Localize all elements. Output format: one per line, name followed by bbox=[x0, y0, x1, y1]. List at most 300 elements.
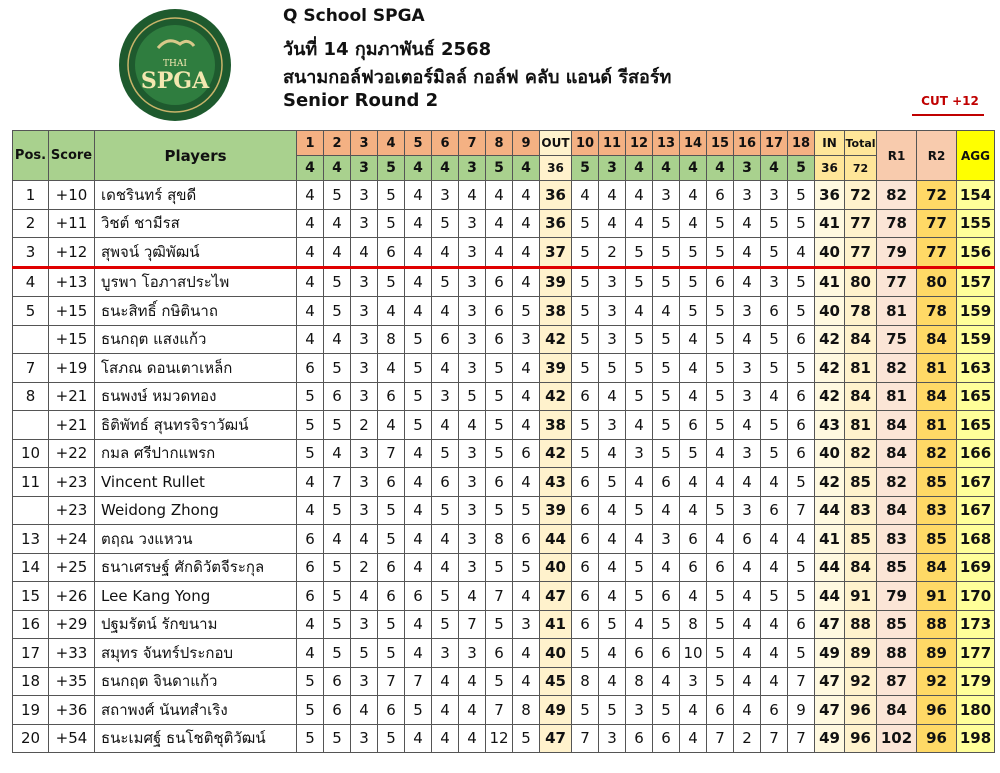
hole-score: 3 bbox=[459, 496, 486, 525]
aggregate-score: 159 bbox=[957, 297, 995, 326]
player-name: Weidong Zhong bbox=[95, 496, 297, 525]
hole-score: 4 bbox=[513, 382, 540, 411]
hole-score: 4 bbox=[432, 525, 459, 554]
r2-score: 92 bbox=[917, 667, 957, 696]
r2-score: 85 bbox=[917, 525, 957, 554]
hole-score: 5 bbox=[324, 354, 351, 383]
hole-score: 4 bbox=[432, 696, 459, 725]
hole-score: 5 bbox=[626, 582, 653, 611]
player-name: วิชต์ ชามีรส bbox=[95, 209, 297, 238]
round-total: 81 bbox=[845, 354, 877, 383]
hole-par: 4 bbox=[432, 156, 459, 181]
hole-score: 3 bbox=[351, 439, 378, 468]
r1-score: 81 bbox=[877, 382, 917, 411]
hole-score: 4 bbox=[680, 696, 707, 725]
score-cell: +10 bbox=[49, 181, 95, 210]
hole-score: 6 bbox=[513, 525, 540, 554]
hole-score: 4 bbox=[405, 610, 432, 639]
hole-score: 6 bbox=[572, 382, 599, 411]
r2-score: 85 bbox=[917, 468, 957, 497]
hole-score: 4 bbox=[653, 496, 680, 525]
out-total: 42 bbox=[540, 382, 572, 411]
hole-score: 5 bbox=[324, 582, 351, 611]
r1-score: 78 bbox=[877, 209, 917, 238]
hole-score: 5 bbox=[324, 267, 351, 297]
r1-score: 85 bbox=[877, 553, 917, 582]
hole-score: 5 bbox=[653, 411, 680, 440]
aggregate-score: 198 bbox=[957, 724, 995, 753]
hole-score: 4 bbox=[513, 209, 540, 238]
hole-score: 4 bbox=[680, 181, 707, 210]
hole-score: 6 bbox=[405, 582, 432, 611]
in-total: 40 bbox=[815, 238, 845, 268]
r1-score: 82 bbox=[877, 181, 917, 210]
out-total: 40 bbox=[540, 553, 572, 582]
r2-score: 77 bbox=[917, 238, 957, 268]
hole-par: 4 bbox=[405, 156, 432, 181]
hole-par: 3 bbox=[459, 156, 486, 181]
aggregate-score: 155 bbox=[957, 209, 995, 238]
hole-score: 5 bbox=[513, 553, 540, 582]
hole-score: 3 bbox=[734, 382, 761, 411]
hole-score: 5 bbox=[572, 238, 599, 268]
r1-score: 84 bbox=[877, 696, 917, 725]
hole-score: 6 bbox=[761, 496, 788, 525]
hole-score: 5 bbox=[405, 354, 432, 383]
player-row bbox=[13, 667, 995, 696]
hole-score: 6 bbox=[572, 553, 599, 582]
hole-score: 5 bbox=[432, 439, 459, 468]
hole-score: 5 bbox=[707, 411, 734, 440]
player-name: Vincent Rullet bbox=[95, 468, 297, 497]
hole-score: 3 bbox=[513, 610, 540, 639]
position-cell bbox=[13, 496, 49, 525]
hole-score: 4 bbox=[351, 238, 378, 268]
score-cell: +26 bbox=[49, 582, 95, 611]
hole-score: 5 bbox=[761, 209, 788, 238]
hole-score: 6 bbox=[513, 439, 540, 468]
hole-score: 7 bbox=[572, 724, 599, 753]
hole-score: 5 bbox=[653, 610, 680, 639]
hole-number: 6 bbox=[432, 131, 459, 156]
round-total: 96 bbox=[845, 696, 877, 725]
player-row bbox=[13, 553, 995, 582]
hole-score: 7 bbox=[788, 667, 815, 696]
hole-score: 4 bbox=[432, 354, 459, 383]
hole-score: 6 bbox=[707, 553, 734, 582]
r2-score: 81 bbox=[917, 354, 957, 383]
aggregate-score: 169 bbox=[957, 553, 995, 582]
hole-score: 6 bbox=[788, 325, 815, 354]
r1-score: 82 bbox=[877, 354, 917, 383]
hole-score: 5 bbox=[324, 639, 351, 668]
hole-score: 4 bbox=[432, 238, 459, 268]
hole-score: 5 bbox=[761, 582, 788, 611]
hole-par: 4 bbox=[761, 156, 788, 181]
round-total: 83 bbox=[845, 496, 877, 525]
hole-score: 4 bbox=[680, 724, 707, 753]
out-total: 44 bbox=[540, 525, 572, 554]
hole-score: 5 bbox=[405, 325, 432, 354]
player-name: ตฤณ วงแหวน bbox=[95, 525, 297, 554]
aggregate-score: 165 bbox=[957, 411, 995, 440]
hole-number: 12 bbox=[626, 131, 653, 156]
round-total: 84 bbox=[845, 553, 877, 582]
hole-par: 4 bbox=[653, 156, 680, 181]
hole-score: 4 bbox=[788, 525, 815, 554]
par-out: 36 bbox=[540, 156, 572, 181]
r1-score: 88 bbox=[877, 639, 917, 668]
position-cell: 8 bbox=[13, 382, 49, 411]
hole-score: 4 bbox=[324, 209, 351, 238]
hole-score: 7 bbox=[459, 610, 486, 639]
hole-score: 5 bbox=[486, 553, 513, 582]
hole-score: 5 bbox=[297, 382, 324, 411]
hole-score: 6 bbox=[707, 267, 734, 297]
leaderboard-table bbox=[12, 130, 995, 753]
hole-score: 6 bbox=[788, 411, 815, 440]
hole-score: 4 bbox=[378, 297, 405, 326]
hole-score: 6 bbox=[572, 582, 599, 611]
player-row bbox=[13, 639, 995, 668]
hole-score: 4 bbox=[761, 667, 788, 696]
hole-score: 4 bbox=[599, 582, 626, 611]
hole-score: 6 bbox=[734, 525, 761, 554]
player-name: เดชรินทร์ สุขดี bbox=[95, 181, 297, 210]
cut-label: CUT +12 bbox=[921, 94, 979, 108]
hole-score: 5 bbox=[707, 582, 734, 611]
round-total: 78 bbox=[845, 297, 877, 326]
player-name: ธนาเศรษฐ์ ศักดิวัตจีระกุล bbox=[95, 553, 297, 582]
hole-score: 6 bbox=[486, 468, 513, 497]
hole-score: 4 bbox=[405, 181, 432, 210]
hole-score: 5 bbox=[680, 267, 707, 297]
hole-score: 7 bbox=[486, 696, 513, 725]
hole-score: 4 bbox=[680, 496, 707, 525]
hole-score: 5 bbox=[432, 267, 459, 297]
score-cell: +13 bbox=[49, 267, 95, 297]
player-name: ธนะสิทธิ์ กษิตินาถ bbox=[95, 297, 297, 326]
hole-score: 4 bbox=[513, 238, 540, 268]
hole-score: 7 bbox=[788, 724, 815, 753]
out-total: 42 bbox=[540, 439, 572, 468]
hole-score: 5 bbox=[378, 267, 405, 297]
r2-score: 91 bbox=[917, 582, 957, 611]
r1-score: 82 bbox=[877, 468, 917, 497]
hole-score: 4 bbox=[297, 181, 324, 210]
hole-score: 4 bbox=[351, 525, 378, 554]
hole-score: 5 bbox=[761, 411, 788, 440]
hole-score: 3 bbox=[459, 553, 486, 582]
hole-score: 5 bbox=[405, 696, 432, 725]
hole-par: 3 bbox=[734, 156, 761, 181]
hole-score: 5 bbox=[486, 411, 513, 440]
aggregate-score: 156 bbox=[957, 238, 995, 268]
hole-score: 5 bbox=[707, 354, 734, 383]
hole-score: 6 bbox=[572, 525, 599, 554]
position-cell: 15 bbox=[13, 582, 49, 611]
hole-score: 5 bbox=[572, 325, 599, 354]
hole-par: 3 bbox=[351, 156, 378, 181]
hole-score: 3 bbox=[459, 209, 486, 238]
hole-score: 4 bbox=[599, 209, 626, 238]
score-cell: +24 bbox=[49, 525, 95, 554]
hole-score: 5 bbox=[432, 582, 459, 611]
hole-score: 5 bbox=[788, 209, 815, 238]
hole-score: 4 bbox=[734, 610, 761, 639]
hole-score: 4 bbox=[486, 181, 513, 210]
hole-score: 4 bbox=[405, 724, 432, 753]
round-total: 91 bbox=[845, 582, 877, 611]
hole-score: 6 bbox=[653, 468, 680, 497]
hole-score: 8 bbox=[513, 696, 540, 725]
in-total: 44 bbox=[815, 553, 845, 582]
hole-score: 5 bbox=[459, 382, 486, 411]
out-total: 39 bbox=[540, 354, 572, 383]
event-title: Q School SPGA bbox=[283, 6, 425, 26]
position-cell: 17 bbox=[13, 639, 49, 668]
hole-score: 4 bbox=[599, 639, 626, 668]
hole-score: 12 bbox=[486, 724, 513, 753]
hole-par: 5 bbox=[378, 156, 405, 181]
hole-score: 4 bbox=[405, 209, 432, 238]
hole-score: 5 bbox=[599, 696, 626, 725]
col-score: Score bbox=[49, 131, 95, 181]
hole-score: 6 bbox=[680, 553, 707, 582]
hole-score: 4 bbox=[599, 553, 626, 582]
hole-score: 4 bbox=[653, 553, 680, 582]
event-round: Senior Round 2 bbox=[283, 90, 439, 111]
hole-score: 3 bbox=[351, 610, 378, 639]
in-total: 47 bbox=[815, 610, 845, 639]
hole-score: 6 bbox=[324, 382, 351, 411]
player-name: โสภณ ดอนเตาเหล็ก bbox=[95, 354, 297, 383]
hole-score: 6 bbox=[324, 696, 351, 725]
hole-score: 6 bbox=[378, 468, 405, 497]
hole-score: 4 bbox=[626, 468, 653, 497]
aggregate-score: 166 bbox=[957, 439, 995, 468]
in-total: 42 bbox=[815, 382, 845, 411]
in-total: 47 bbox=[815, 696, 845, 725]
hole-score: 5 bbox=[599, 610, 626, 639]
hole-score: 5 bbox=[707, 667, 734, 696]
r2-score: 80 bbox=[917, 267, 957, 297]
hole-score: 4 bbox=[513, 582, 540, 611]
round-total: 82 bbox=[845, 439, 877, 468]
hole-score: 4 bbox=[405, 439, 432, 468]
hole-score: 5 bbox=[486, 439, 513, 468]
header-row-holes bbox=[13, 131, 995, 156]
in-total: 44 bbox=[815, 582, 845, 611]
player-row bbox=[13, 696, 995, 725]
r1-score: 87 bbox=[877, 667, 917, 696]
aggregate-score: 180 bbox=[957, 696, 995, 725]
position-cell: 5 bbox=[13, 297, 49, 326]
r2-score: 81 bbox=[917, 411, 957, 440]
r2-score: 84 bbox=[917, 553, 957, 582]
hole-number: 2 bbox=[324, 131, 351, 156]
hole-score: 5 bbox=[788, 354, 815, 383]
hole-number: 4 bbox=[378, 131, 405, 156]
r2-score: 83 bbox=[917, 496, 957, 525]
hole-score: 9 bbox=[788, 696, 815, 725]
position-cell bbox=[13, 325, 49, 354]
hole-score: 6 bbox=[297, 525, 324, 554]
out-total: 38 bbox=[540, 411, 572, 440]
hole-score: 5 bbox=[761, 439, 788, 468]
logo-top-text: THAI bbox=[163, 59, 187, 69]
hole-score: 5 bbox=[680, 439, 707, 468]
hole-score: 6 bbox=[486, 639, 513, 668]
score-cell: +54 bbox=[49, 724, 95, 753]
hole-score: 8 bbox=[626, 667, 653, 696]
hole-score: 4 bbox=[405, 468, 432, 497]
hole-par: 4 bbox=[324, 156, 351, 181]
hole-score: 4 bbox=[680, 209, 707, 238]
hole-score: 6 bbox=[653, 724, 680, 753]
hole-score: 3 bbox=[351, 468, 378, 497]
hole-score: 5 bbox=[513, 496, 540, 525]
hole-par: 5 bbox=[788, 156, 815, 181]
hole-score: 3 bbox=[761, 267, 788, 297]
hole-score: 5 bbox=[486, 354, 513, 383]
hole-score: 5 bbox=[626, 354, 653, 383]
hole-score: 4 bbox=[405, 267, 432, 297]
position-cell: 11 bbox=[13, 468, 49, 497]
hole-score: 5 bbox=[653, 238, 680, 268]
hole-score: 4 bbox=[734, 267, 761, 297]
in-total: 42 bbox=[815, 354, 845, 383]
aggregate-score: 173 bbox=[957, 610, 995, 639]
hole-score: 4 bbox=[459, 411, 486, 440]
hole-score: 3 bbox=[459, 325, 486, 354]
position-cell: 13 bbox=[13, 525, 49, 554]
score-cell: +15 bbox=[49, 297, 95, 326]
hole-score: 4 bbox=[599, 525, 626, 554]
hole-score: 7 bbox=[788, 496, 815, 525]
hole-score: 10 bbox=[680, 639, 707, 668]
player-name: สถาพงศ์ นันทสำเริง bbox=[95, 696, 297, 725]
player-name: ธนพงษ์ หมวดทอง bbox=[95, 382, 297, 411]
hole-score: 5 bbox=[324, 610, 351, 639]
hole-score: 5 bbox=[626, 238, 653, 268]
hole-score: 4 bbox=[513, 181, 540, 210]
r2-score: 78 bbox=[917, 297, 957, 326]
hole-score: 7 bbox=[486, 582, 513, 611]
hole-par: 4 bbox=[707, 156, 734, 181]
hole-score: 5 bbox=[297, 411, 324, 440]
position-cell: 3 bbox=[13, 238, 49, 268]
hole-score: 5 bbox=[788, 181, 815, 210]
hole-score: 4 bbox=[626, 610, 653, 639]
hole-number: 16 bbox=[734, 131, 761, 156]
round-total: 89 bbox=[845, 639, 877, 668]
hole-score: 5 bbox=[653, 439, 680, 468]
r2-score: 96 bbox=[917, 724, 957, 753]
hole-score: 6 bbox=[707, 181, 734, 210]
hole-score: 5 bbox=[324, 496, 351, 525]
hole-score: 5 bbox=[572, 411, 599, 440]
r1-score: 84 bbox=[877, 496, 917, 525]
round-total: 72 bbox=[845, 181, 877, 210]
hole-score: 4 bbox=[459, 696, 486, 725]
hole-score: 6 bbox=[432, 468, 459, 497]
hole-score: 8 bbox=[486, 525, 513, 554]
position-cell: 4 bbox=[13, 267, 49, 297]
col-pos: Pos. bbox=[13, 131, 49, 181]
score-cell: +21 bbox=[49, 382, 95, 411]
hole-score: 4 bbox=[405, 297, 432, 326]
hole-score: 4 bbox=[324, 238, 351, 268]
event-venue: สนามกอล์ฟวอเตอร์มิลล์ กอล์ฟ คลับ แอนด์ รีสอร์ท bbox=[283, 67, 672, 88]
hole-score: 3 bbox=[653, 181, 680, 210]
hole-score: 5 bbox=[297, 696, 324, 725]
hole-score: 4 bbox=[405, 553, 432, 582]
hole-score: 4 bbox=[599, 496, 626, 525]
hole-score: 4 bbox=[707, 439, 734, 468]
r1-score: 75 bbox=[877, 325, 917, 354]
hole-score: 5 bbox=[599, 354, 626, 383]
hole-score: 4 bbox=[599, 181, 626, 210]
hole-score: 5 bbox=[653, 354, 680, 383]
out-total: 47 bbox=[540, 724, 572, 753]
hole-score: 5 bbox=[513, 297, 540, 326]
hole-score: 6 bbox=[297, 553, 324, 582]
round-total: 96 bbox=[845, 724, 877, 753]
round-total: 85 bbox=[845, 525, 877, 554]
hole-score: 4 bbox=[513, 667, 540, 696]
hole-par: 3 bbox=[599, 156, 626, 181]
hole-score: 5 bbox=[432, 496, 459, 525]
r2-score: 84 bbox=[917, 325, 957, 354]
hole-score: 3 bbox=[599, 267, 626, 297]
in-total: 36 bbox=[815, 181, 845, 210]
out-total: 49 bbox=[540, 696, 572, 725]
hole-score: 5 bbox=[626, 496, 653, 525]
position-cell: 20 bbox=[13, 724, 49, 753]
hole-score: 3 bbox=[351, 181, 378, 210]
r2-score: 88 bbox=[917, 610, 957, 639]
hole-score: 6 bbox=[572, 496, 599, 525]
hole-score: 4 bbox=[513, 411, 540, 440]
r1-score: 83 bbox=[877, 525, 917, 554]
hole-score: 6 bbox=[788, 439, 815, 468]
hole-score: 3 bbox=[351, 382, 378, 411]
in-total: 42 bbox=[815, 325, 845, 354]
player-name: สุพจน์ วุฒิพัฒน์ bbox=[95, 238, 297, 268]
hole-par: 4 bbox=[297, 156, 324, 181]
hole-score: 6 bbox=[788, 610, 815, 639]
hole-par: 4 bbox=[626, 156, 653, 181]
in-total: 43 bbox=[815, 411, 845, 440]
hole-score: 4 bbox=[486, 238, 513, 268]
player-row bbox=[13, 468, 995, 497]
hole-score: 4 bbox=[432, 553, 459, 582]
hole-score: 5 bbox=[788, 297, 815, 326]
hole-score: 3 bbox=[459, 238, 486, 268]
score-cell: +21 bbox=[49, 411, 95, 440]
hole-score: 3 bbox=[459, 297, 486, 326]
spga-logo bbox=[118, 8, 232, 122]
hole-score: 4 bbox=[761, 639, 788, 668]
hole-score: 3 bbox=[653, 525, 680, 554]
hole-score: 3 bbox=[351, 354, 378, 383]
hole-score: 5 bbox=[324, 181, 351, 210]
r2-score: 72 bbox=[917, 181, 957, 210]
hole-score: 3 bbox=[626, 696, 653, 725]
r1-score: 77 bbox=[877, 267, 917, 297]
hole-score: 4 bbox=[626, 209, 653, 238]
